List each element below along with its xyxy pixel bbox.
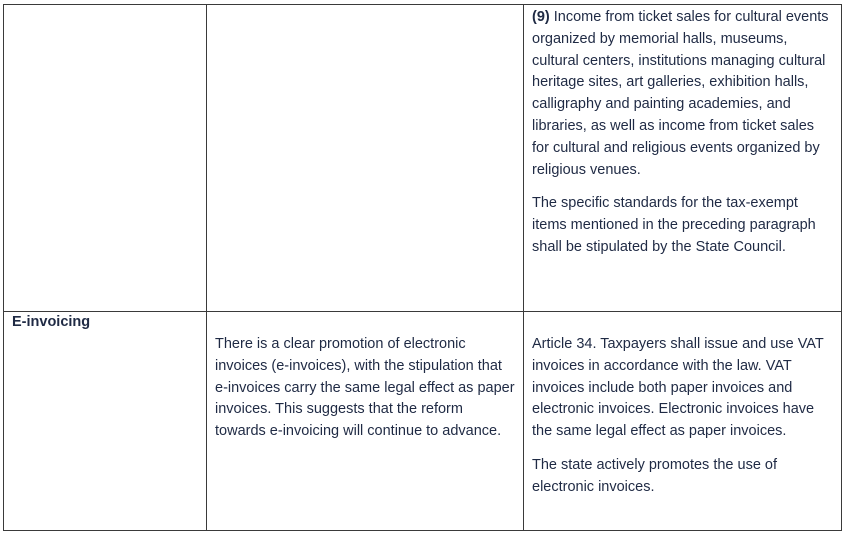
law-text-cell — [524, 312, 842, 531]
table-row — [4, 5, 842, 312]
topic-text — [4, 5, 206, 7]
topic-cell — [4, 5, 207, 312]
analysis-cell — [207, 5, 524, 312]
topic-cell — [4, 312, 207, 531]
standards-paragraph: The specific standards for the tax-exempt items mentioned in the preceding paragraph shall be stipulated by the State Council. — [532, 195, 816, 255]
table-row — [4, 312, 842, 531]
article-34-paragraph: Article 34. Taxpayers shall issue and use VAT invoices in accordance with the law. VAT invoices include both paper invoices and electronic invoices. Electronic invoices have the same legal effect as paper invoices. — [532, 336, 824, 440]
promotion-paragraph: The state actively promotes the use of electronic invoices. — [532, 456, 778, 495]
item-9-text: Income from ticket sales for cultural events organized by memorial halls, museums, cultural centers, institutions managing cultural heritage sites, art galleries, exhibition halls, calligraphy and painting academies, and libraries, as well as income from ticket sales for cultural and religious events organized by religious venues. — [532, 9, 829, 178]
analysis-text — [207, 5, 523, 7]
topic-label: E-invoicing — [12, 314, 91, 330]
item-9-paragraph — [532, 7, 833, 181]
analysis-text: There is a clear promotion of electronic invoices (e-invoices), with the stipulation that e-invoices carry the same legal effect as paper invoices. This suggests that the reform towards e-invoicing will continue to advance. — [215, 336, 515, 440]
analysis-cell — [207, 312, 524, 531]
law-text-cell — [524, 5, 842, 312]
item-number: (9) — [532, 9, 550, 25]
document-table — [3, 4, 842, 531]
